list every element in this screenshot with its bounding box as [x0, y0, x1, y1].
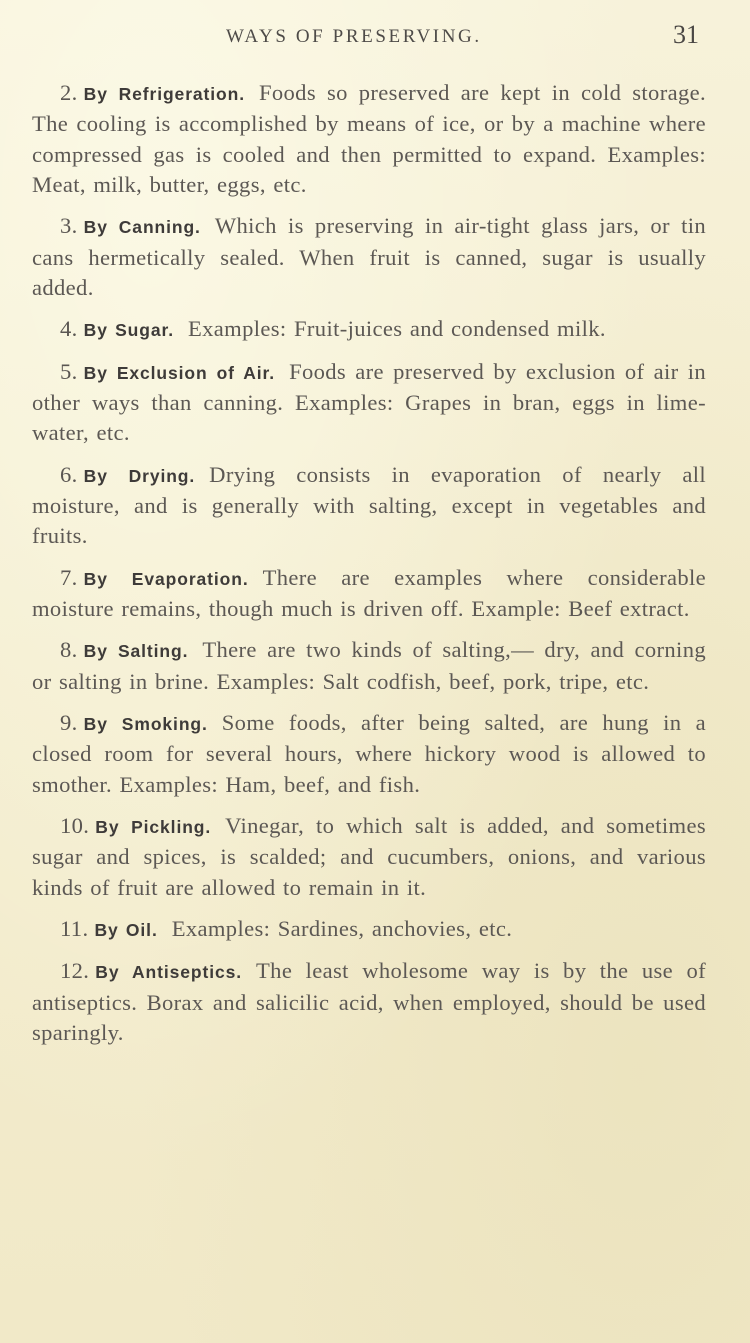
section-text: Drying consists in evaporation of nearly all moisture, and is generally with salting, except in vegetables and fruits. [32, 461, 706, 549]
section-sugar [32, 314, 706, 345]
section-canning [32, 211, 706, 303]
section-heading: By Antiseptics. [95, 962, 243, 983]
section-heading: By Exclusion of Air. [83, 362, 276, 383]
section-heading: By Canning. [83, 217, 201, 238]
section-number: 5. [60, 358, 78, 384]
section-pickling [32, 811, 706, 903]
section-heading: By Pickling. [95, 816, 212, 837]
section-text: Some foods, after being salted, are hung in a closed room for several hours, where hickory wood is allowed to smother. Examples: Ham, beef, and fish. [32, 709, 706, 797]
section-text: Which is preserving in air-tight glass jars, or tin cans hermetically sealed. When fruit is canned, sugar is usually added. [32, 213, 706, 301]
section-text: The least wholesome way is by the use of antiseptics. Borax and salicilic acid, when employed, should be used sparingly. [32, 958, 706, 1045]
section-heading: By Oil. [94, 919, 158, 940]
section-number: 10. [60, 812, 90, 838]
section-number: 9. [60, 709, 78, 735]
section-number: 7. [60, 564, 78, 590]
section-text: Vinegar, to which salt is added, and sometimes sugar and spices, is scalded; and cucumbers, onions, and various kinds of fruit are allowed to remain in it. [32, 812, 707, 900]
section-heading: By Sugar. [83, 320, 174, 341]
section-number: 4. [60, 316, 78, 342]
section-exclusion-of-air [32, 357, 706, 449]
section-text: Foods so preserved are kept in cold storage. The cooling is accomplished by means of ice, or by a machine where compressed gas is cooled and then permitted to expand. Examples: Meat, milk, butter, eggs, etc. [32, 80, 706, 198]
section-refrigeration [32, 78, 706, 201]
section-heading: By Refrigeration. [83, 84, 245, 104]
section-number: 11. [60, 915, 89, 941]
page-number: 31 [673, 20, 699, 49]
section-drying [32, 460, 706, 552]
section-heading: By Salting. [83, 641, 189, 662]
section-number: 2. [60, 80, 78, 105]
section-text: Foods are preserved by exclusion of air in other ways than canning. Examples: Grapes in bran, eggs in lime-water, etc. [32, 358, 706, 446]
section-heading: By Drying. [83, 465, 196, 486]
section-salting [32, 635, 706, 697]
section-number: 12. [60, 958, 90, 984]
body-text [32, 78, 706, 1059]
section-smoking [32, 708, 706, 800]
section-text: There are two kinds of salting,— dry, and corning or salting in brine. Examples: Salt codfish, beef, pork, tripe, etc. [32, 637, 706, 694]
section-text: There are examples where considerable moisture remains, though much is driven off. Example: Beef extract. [32, 564, 706, 622]
section-number: 6. [60, 461, 78, 487]
section-text: Examples: Fruit-juices and condensed milk. [187, 316, 606, 342]
section-heading: By Smoking. [83, 713, 208, 734]
section-text: Examples: Sardines, anchovies, etc. [171, 915, 513, 941]
running-head [0, 20, 750, 54]
running-title: WAYS OF PRESERVING. [226, 26, 482, 47]
section-number: 8. [60, 637, 78, 663]
section-number: 3. [60, 213, 78, 239]
section-heading: By Evaporation. [83, 568, 249, 589]
section-evaporation [32, 563, 706, 625]
section-oil [32, 914, 706, 945]
section-antiseptics [32, 956, 706, 1048]
